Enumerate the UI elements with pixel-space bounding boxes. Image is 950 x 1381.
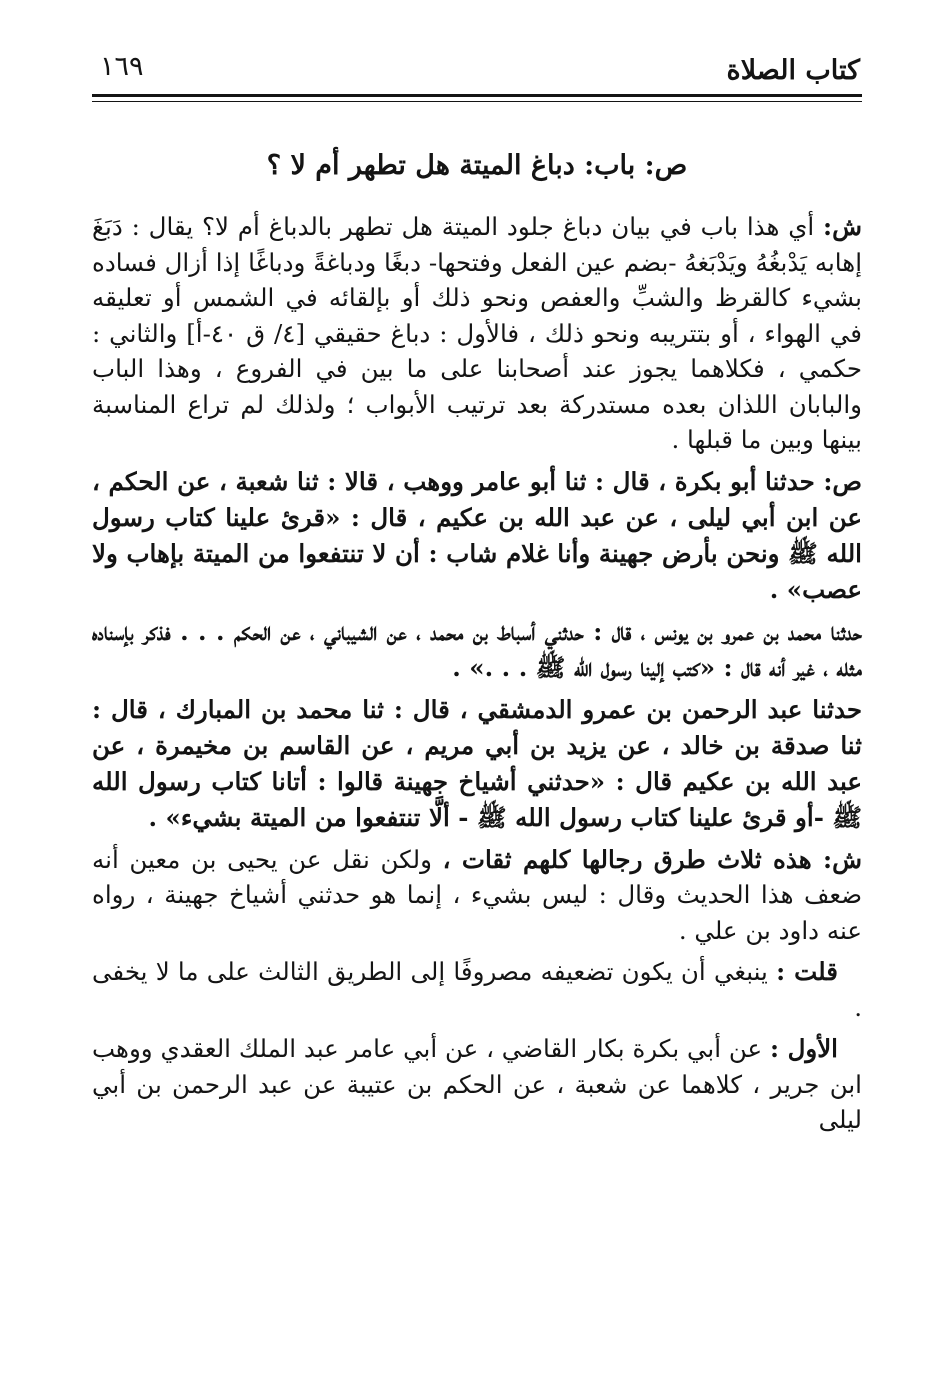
paragraph-lead: الأول : [769, 1034, 838, 1063]
document-page [92, 40, 862, 1144]
paragraph-lead: قلت : [776, 957, 838, 986]
paragraph-note [92, 1031, 862, 1138]
paragraph-hadith-text [92, 464, 862, 608]
paragraph-text: حدثنا عبد الرحمن بن عمرو الدمشقي ، قال : ثنا محمد بن المبارك ، قال : ثنا صدقة بن خالد ، عن يزيد بن أبي مريم ، عن القاسم بن مخيمرة ، عن عبد الله بن عكيم قال : «حدثني أشياخ جهينة قالوا : أتانا كتاب رسول الله ﷺ -أو قرئ علينا كتاب رسول الله ﷺ - ألَّا تنتفعوا من الميتة بشيء» . [92, 694, 862, 832]
paragraph-lead: ش: [823, 212, 862, 241]
paragraph-hadith-chain [92, 692, 862, 836]
paragraph-commentary [92, 209, 862, 458]
paragraph-commentary [92, 842, 862, 949]
header-rule-thin [92, 101, 862, 102]
header-rule-thick [92, 94, 862, 97]
running-header [92, 40, 862, 90]
paragraph-text: ولكن نقل عن يحيى بن معين أنه ضعف هذا الحديث وقال : ليس بشيء ، إنما هو حدثني أشياخ جهينة ، رواه عنه داود بن علي . [92, 844, 862, 945]
chapter-heading: ص: باب: دباغ الميتة هل تطهر أم لا ؟ [266, 150, 688, 181]
paragraph-hadith-chain [92, 614, 862, 686]
paragraph-text: حدثنا محمد بن عمرو بن يونس ، قال : حدثني أسباط بن محمد ، عن الشيباني ، عن الحكم . . . فذكر بإسناده مثله ، غير أنه قال : «كتب إلينا رسول الله ﷺ . . .» . [92, 616, 862, 682]
paragraph-note [92, 954, 862, 1025]
paragraph-text: أي هذا باب في بيان دباغ جلود الميتة هل تطهر بالدباغ أم لا؟ يقال : دَبَغَ إهابه يَدْبغُهُ ويَدْبَغهُ -بضم عين الفعل وفتحها- دبغًا ودباغةً ودباغًا إذا أزال فساده بشيء كالقرظ والشبِّ والعفص ونحو ذلك أو بإلقائه في الشمس أو تعليقه في الهواء ، أو بتتريبه ونحو ذلك ، فالأول : دباغ حقيقي [٤/ ق ٤٠-أ] والثاني : حكمي ، فكلاهما يجوز عند أصحابنا على ما بين في الفروع ، وهذا الباب والبابان اللذان بعده مستدركة بعد ترتيب الأبواب ؛ ولذلك لم تراع المناسبة بينها وبين ما قبلها . [92, 212, 862, 454]
paragraph-lead: ص: [823, 466, 862, 496]
paragraph-lead: ش: هذه ثلاث طرق رجالها كلهم ثقات ، [442, 844, 862, 874]
paragraph-text: ينبغي أن يكون تضعيفه مصروفًا إلى الطريق الثالث على ما لا يخفى . [92, 957, 862, 1022]
book-section-title: كتاب الصلاة [726, 55, 860, 86]
paragraph-text: حدثنا أبو بكرة ، قال : ثنا أبو عامر ووهب ، قالا : ثنا شعبة ، عن الحكم ، عن ابن أبي ليلى ، عن عبد الله بن عكيم ، قال : «قرئ علينا كتاب رسول الله ﷺ ونحن بأرض جهينة وأنا غلام شاب : أن لا تنتفعوا من الميتة بإهاب ولا عصب» . [92, 466, 862, 604]
page-number: ١٦٩ [100, 51, 144, 82]
paragraph-text: عن أبي بكرة بكار القاضي ، عن أبي عامر عبد الملك العقدي ووهب ابن جرير ، كلاهما عن شعبة ، عن الحكم بن عتيبة عن عبد الرحمن بن أبي ليلى [92, 1034, 862, 1134]
